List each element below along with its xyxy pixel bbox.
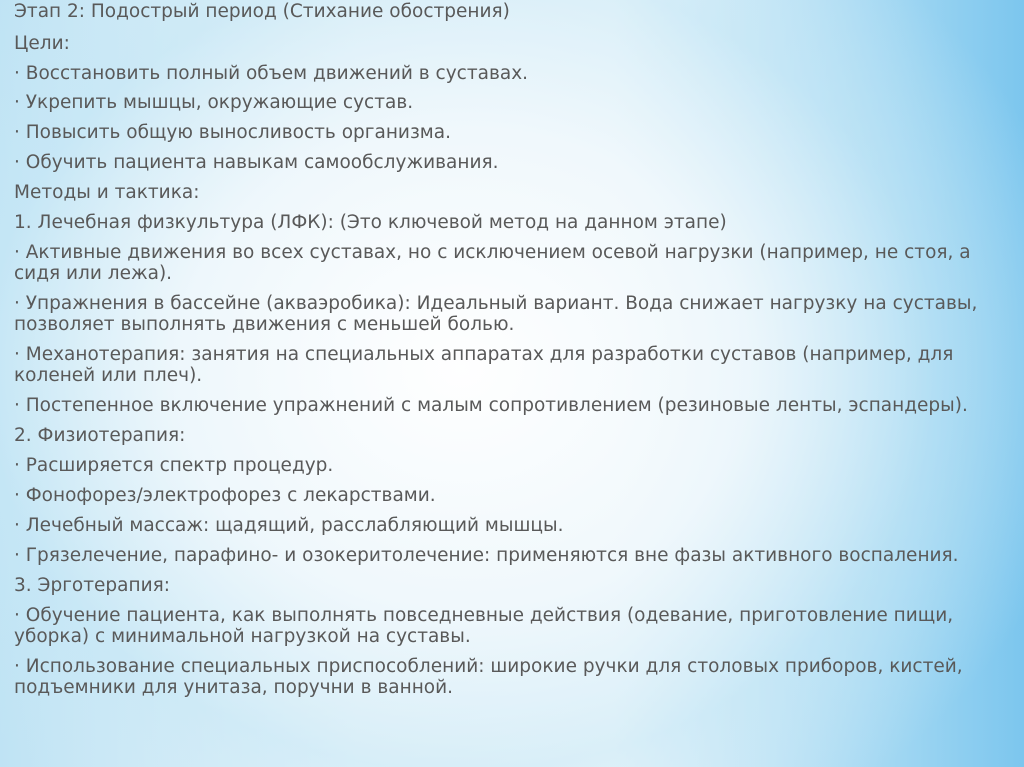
list-item: · Постепенное включение упражнений с малым сопротивлением (резиновые ленты, эспандеры). bbox=[14, 395, 968, 416]
goals-heading: Цели: bbox=[14, 33, 70, 54]
slide-content bbox=[14, 0, 1014, 767]
list-item: · Грязелечение, парафино- и озокеритолечение: применяются вне фазы активного воспаления. bbox=[14, 545, 959, 566]
list-item: · Активные движения во всех суставах, но с исключением осевой нагрузки (например, не стоя, а bbox=[14, 242, 971, 263]
stage-title: Этап 2: Подострый период (Стихание обострения) bbox=[14, 1, 510, 22]
goal-item: · Повысить общую выносливость организма. bbox=[14, 122, 451, 143]
list-item-continuation: уборка) с минимальной нагрузкой на суставы. bbox=[14, 626, 471, 647]
list-item-continuation: коленей или плеч). bbox=[14, 365, 203, 386]
goal-item: · Обучить пациента навыкам самообслуживания. bbox=[14, 152, 499, 173]
section-heading-physio: 2. Физиотерапия: bbox=[14, 425, 186, 446]
list-item: · Лечебный массаж: щадящий, расслабляющий мышцы. bbox=[14, 515, 564, 536]
list-item: · Упражнения в бассейне (акваэробика): Идеальный вариант. Вода снижает нагрузку на суставы, bbox=[14, 293, 978, 314]
goal-item: · Укрепить мышцы, окружающие сустав. bbox=[14, 92, 414, 113]
list-item: · Обучение пациента, как выполнять повседневные действия (одевание, приготовление пищи, bbox=[14, 605, 954, 626]
list-item: · Механотерапия: занятия на специальных аппаратах для разработки суставов (например, для bbox=[14, 344, 954, 365]
methods-heading: Методы и тактика: bbox=[14, 182, 200, 203]
list-item: · Фонофорез/электрофорез с лекарствами. bbox=[14, 485, 436, 506]
list-item-continuation: позволяет выполнять движения с меньшей болью. bbox=[14, 314, 515, 335]
list-item-continuation: подъемники для унитаза, поручни в ванной. bbox=[14, 677, 454, 698]
list-item: · Расширяется спектр процедур. bbox=[14, 455, 334, 476]
goal-item: · Восстановить полный объем движений в суставах. bbox=[14, 63, 529, 84]
list-item-continuation: сидя или лежа). bbox=[14, 263, 173, 284]
section-heading-lfk: 1. Лечебная физкультура (ЛФК): (Это ключевой метод на данном этапе) bbox=[14, 212, 727, 233]
list-item: · Использование специальных приспособлений: широкие ручки для столовых приборов, кистей, bbox=[14, 656, 963, 677]
section-heading-ergo: 3. Эрготерапия: bbox=[14, 575, 170, 596]
